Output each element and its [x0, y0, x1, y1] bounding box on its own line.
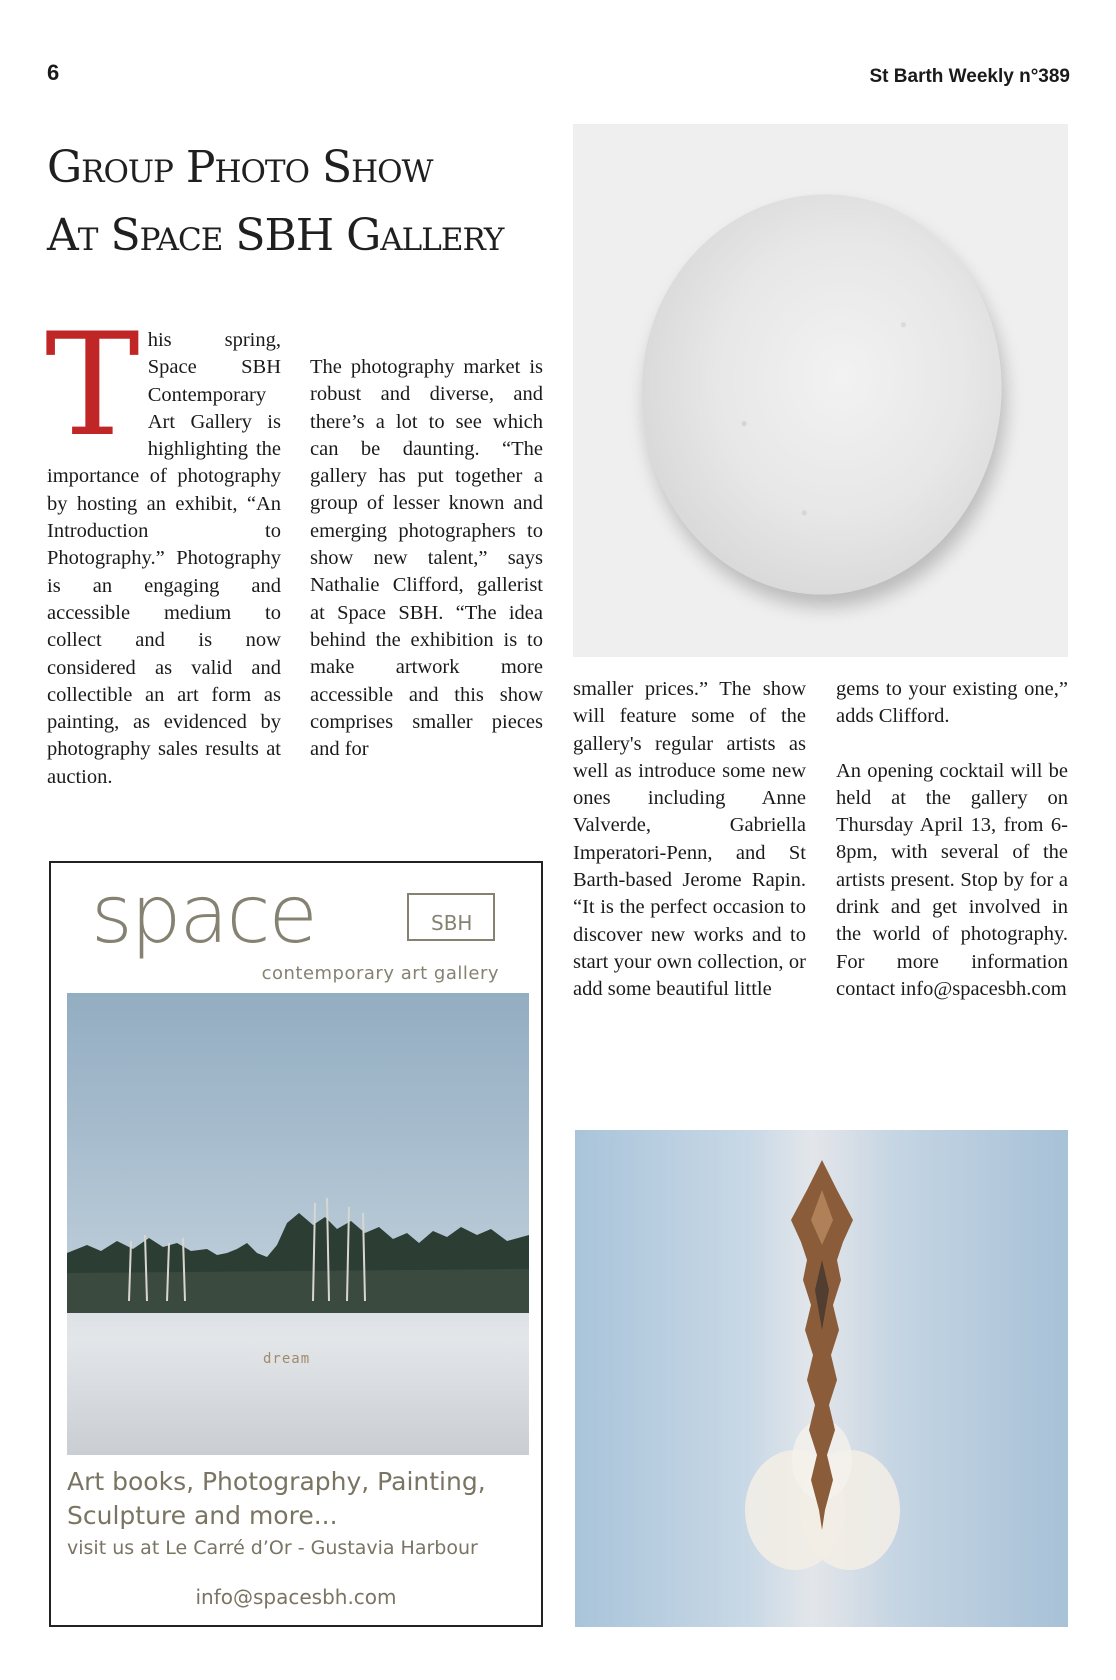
column-3-text: smaller prices.” The show will feature some of the gallery's regular artists as well as introduce some new ones including Anne Valverde, Gabriella Imperatori-Penn, and St Barth-based Jerome Rapin. “It is the perfect occasion to discover new works and to start your own collection, or add some beautiful little: [573, 678, 806, 1001]
space-logo-word: space: [91, 868, 316, 961]
column-4-text-2: An opening cocktail will be held at the gallery on Thursday April 13, from 6-8pm, with several of the artists present. Stop by for a drink and get involved in the world of photography. For more information contact info@spacesbh.com: [836, 759, 1068, 1000]
page-number: 6: [47, 60, 60, 85]
publication-issue: St Barth Weekly n°389: [869, 66, 1070, 87]
headline-line-2: At Space SBH Gallery: [47, 210, 504, 261]
article-column-3: [573, 676, 806, 1004]
winter-landscape-photo: [67, 993, 529, 1455]
article-headline: [47, 134, 547, 270]
headline-line-1: Group Photo Show: [47, 142, 433, 193]
logo-tagline: contemporary art gallery: [261, 963, 499, 984]
ad-email: info@spacesbh.com: [195, 1585, 397, 1609]
drop-cap: T: [45, 303, 140, 468]
ad-address: visit us at Le Carré d’Or - Gustavia Harbour: [67, 1537, 478, 1559]
article-column-2: [310, 354, 543, 763]
column-2-text: The photography market is robust and diverse, and there’s a lot to see which can be daunting. “The gallery has put together a group of lesser known and emerging photographers to show new talent,” says Nathalie Clifford, gallerist at Space SBH. “The idea behind the exhibition is to make artwork more accessible and this show comprises smaller pieces and for: [310, 356, 543, 761]
white-stone-image: [615, 171, 1027, 617]
column-4-text-1: gems to your existing one,” adds Clifford.: [836, 678, 1068, 728]
stone-photo: [573, 124, 1068, 657]
tree-line-image: [67, 1183, 529, 1313]
mirrored-tree-photo: [575, 1130, 1068, 1627]
article-column-1: [45, 303, 281, 791]
column-1-text: his spring, Space SBH Contemporary Art Gallery is highlighting the importance of photography by hosting an exhibit, “An Introduction to Photography.” Photography is an engaging and accessible medium to collect and is now considered as valid and collectible an art form as painting, as evidenced by photography sales results at auction.: [47, 329, 281, 788]
ad-line-2: Sculpture and more...: [67, 1501, 338, 1530]
mirrored-tree-image: [575, 1130, 1068, 1627]
logo-sbh: SBH: [431, 911, 473, 935]
photo-word-dream: dream: [263, 1351, 311, 1367]
gallery-advertisement: [49, 861, 543, 1627]
ad-line-1: Art books, Photography, Painting,: [67, 1467, 486, 1496]
article-column-4: [836, 676, 1068, 1003]
